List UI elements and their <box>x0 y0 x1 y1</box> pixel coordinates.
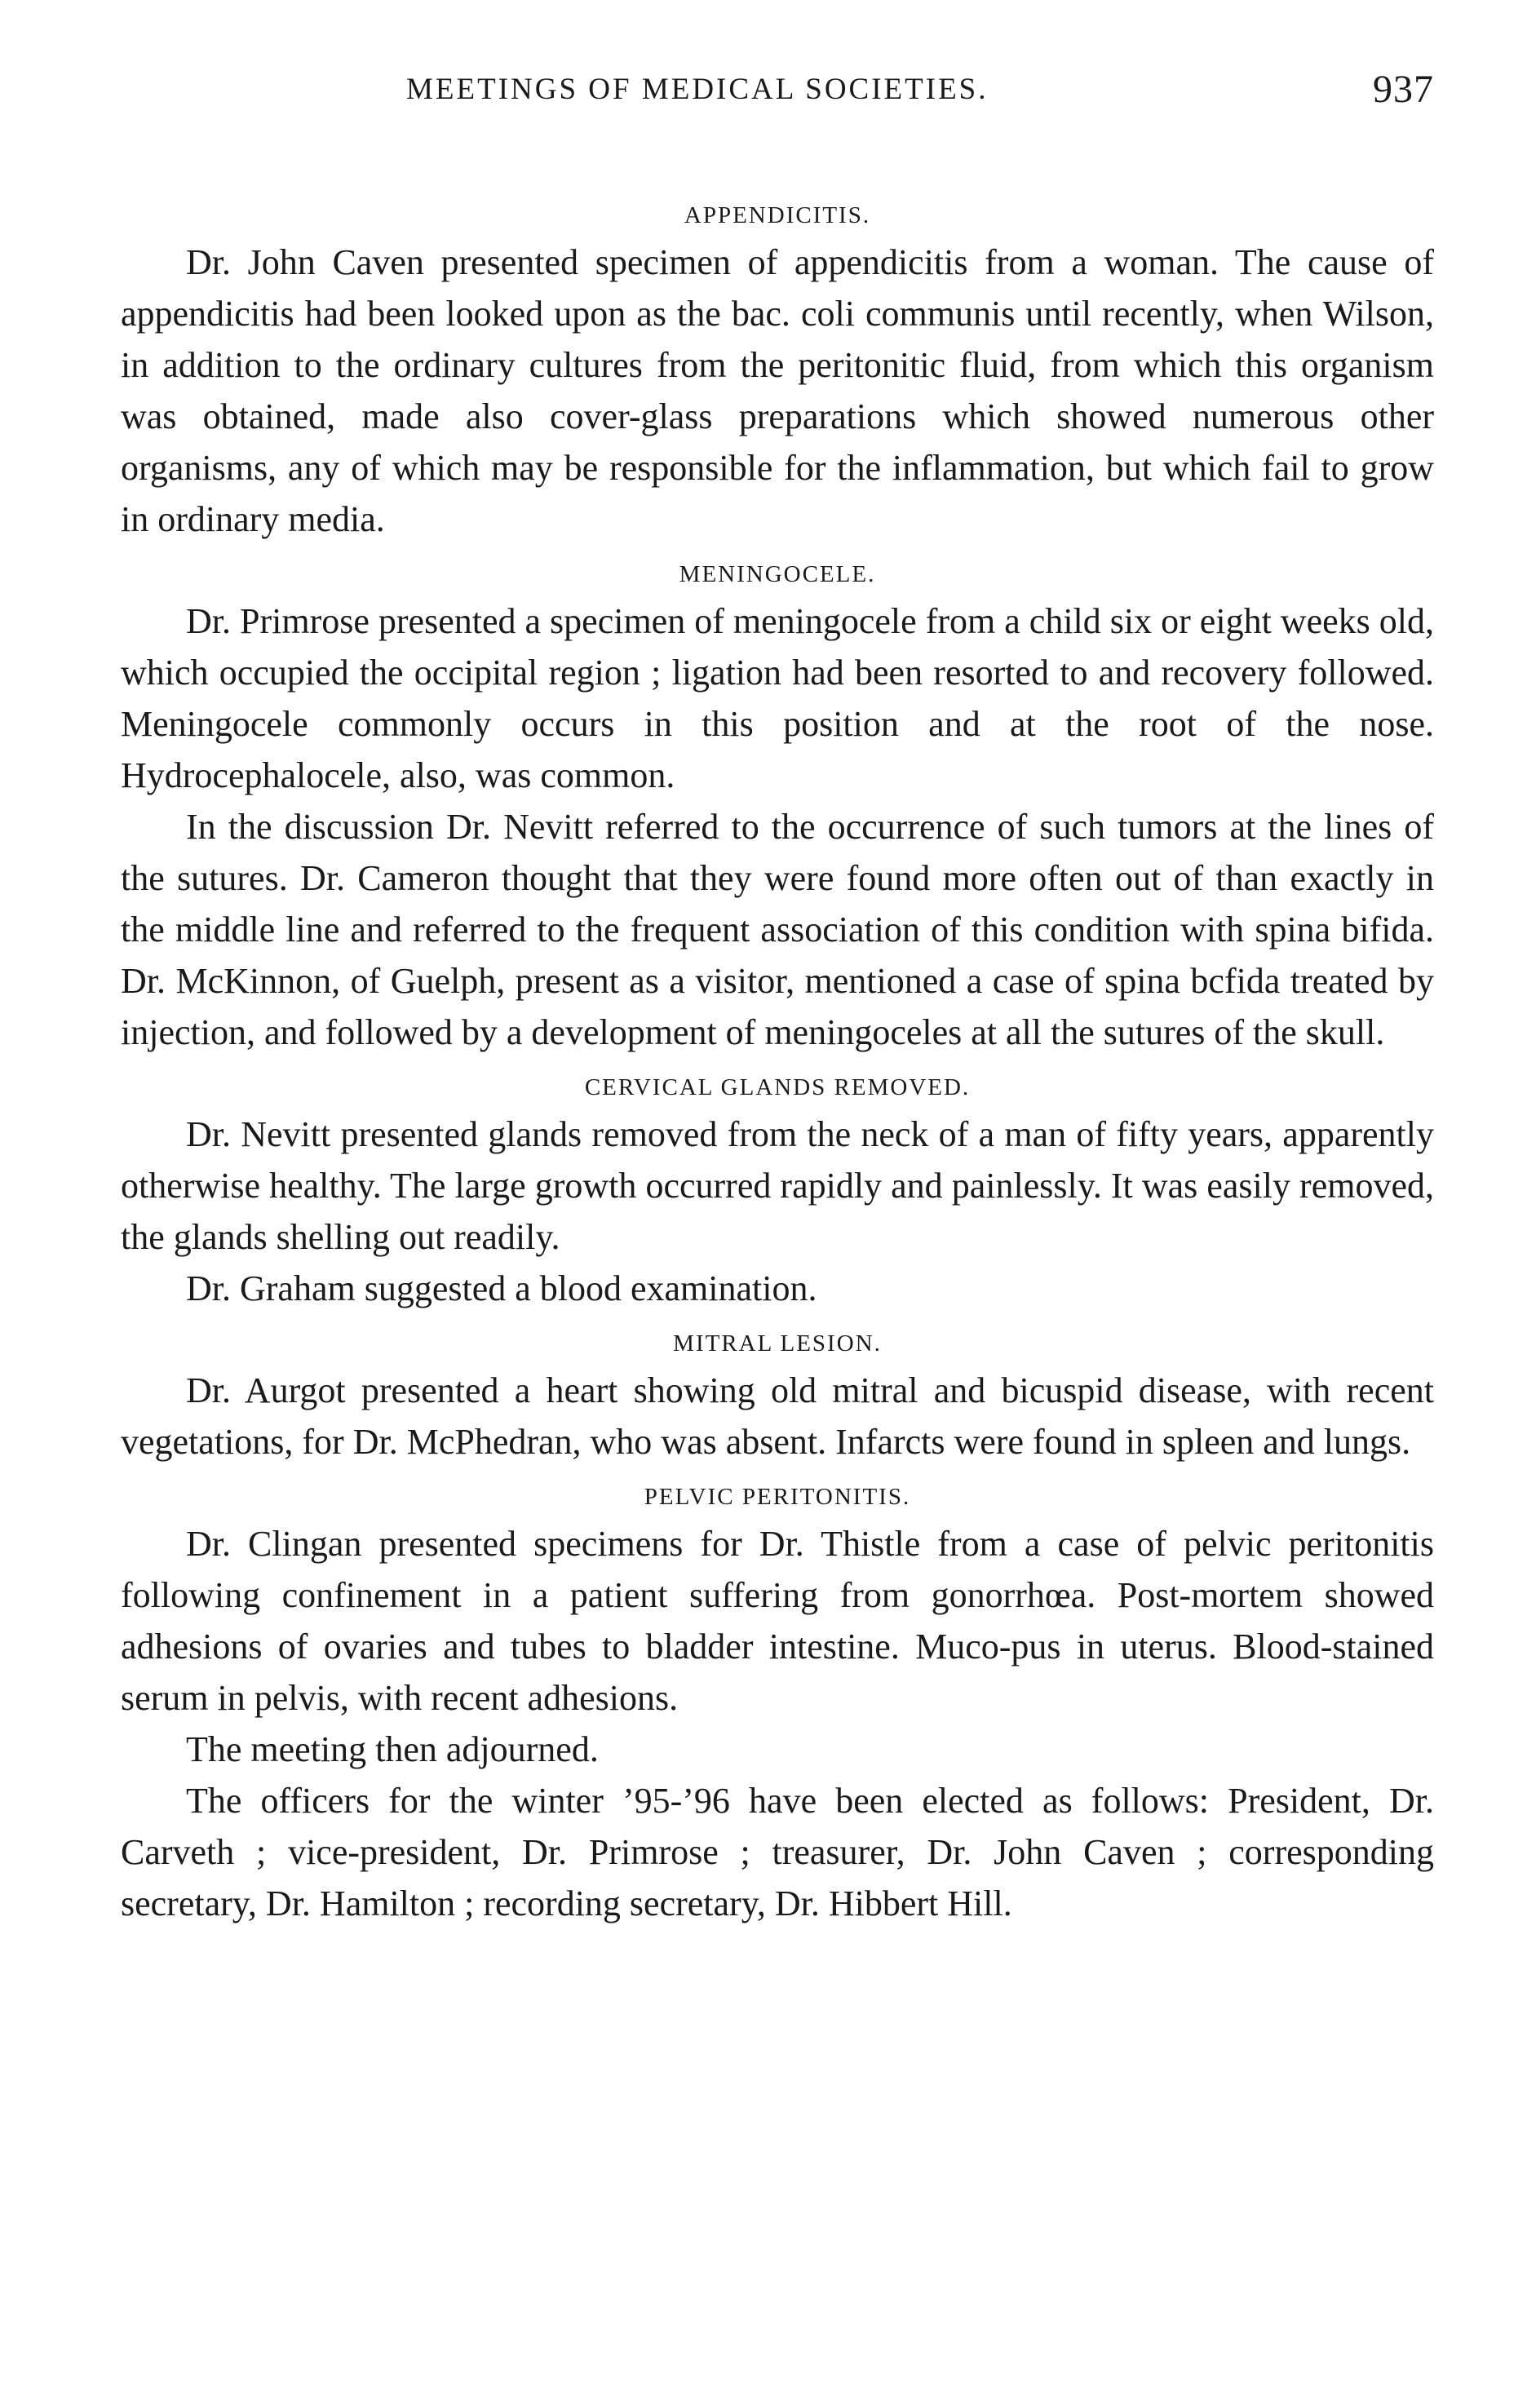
paragraph: Dr. John Caven presented specimen of appendicitis from a woman. The cause of appendicitis had been looked upon as the bac. coli communis until recently, when Wilson, in addition to the ordinary cultures from the peritonitic fluid, from which this organism was obtained, made also cover-glass preparations which showed numerous other organisms, any of which may be responsible for the inflammation, but which fail to grow in ordinary media. <box>121 242 1434 539</box>
paragraph: Dr. Primrose presented a specimen of meningocele from a child six or eight weeks old, which occupied the occipital region ; ligation had been resorted to and recovery followed. Meningocele commonly occurs in this position and at the root of the nose. Hydrocephalocele, also, was common. <box>121 601 1434 795</box>
section-heading: CERVICAL GLANDS REMOVED. <box>584 1074 971 1100</box>
paragraph: Dr. Nevitt presented glands removed from the neck of a man of fifty years, apparently otherwise healthy. The large growth occurred rapidly and painlessly. It was easily removed, the glands shelling out readily. <box>121 1114 1434 1257</box>
running-title: MEETINGS OF MEDICAL SOCIETIES. <box>406 73 989 106</box>
section-appendicitis <box>121 194 1434 545</box>
paragraph: The officers for the winter ’95-’96 have been elected as follows: President, Dr. Carveth ; vice-president, Dr. Primrose ; treasurer, Dr. John Caven ; corresponding secretary, Dr. Hamilton ; recording secretary, Dr. Hibbert Hill. <box>121 1781 1434 1923</box>
section-heading: MENINGOCELE. <box>679 561 876 587</box>
paragraph: Dr. Clingan presented specimens for Dr. Thistle from a case of pelvic peritonitis following confinement in a patient suffering from gonorrhœa. Post-mortem showed adhesions of ovaries and tubes to bladder intestine. Muco-pus in uterus. Blood-stained serum in pelvis, with recent adhesions. <box>121 1524 1434 1718</box>
section-heading: PELVIC PERITONITIS. <box>644 1484 911 1510</box>
section-cervical-glands <box>121 1066 1434 1314</box>
section-heading: APPENDICITIS. <box>684 202 871 228</box>
paragraph: The meeting then adjourned. <box>186 1729 599 1769</box>
paragraph: Dr. Graham suggested a blood examination. <box>186 1268 817 1308</box>
paragraph: In the discussion Dr. Nevitt referred to the occurrence of such tumors at the lines of the sutures. Dr. Cameron thought that they were found more often out of than exactly in the middle line and referred to the frequent association of this condition with spina bifida. Dr. McKinnon, of Guelph, present as a visitor, mentioned a case of spina bcfida treated by injection, and followed by a development of meningoceles at all the sutures of the skull. <box>121 807 1434 1052</box>
running-header <box>121 68 1434 121</box>
section-heading: MITRAL LESION. <box>673 1330 882 1357</box>
section-pelvic-peritonitis <box>121 1476 1434 1929</box>
journal-page <box>121 68 1434 1929</box>
section-mitral-lesion <box>121 1322 1434 1467</box>
page-number: 937 <box>1373 68 1434 111</box>
section-meningocele <box>121 553 1434 1058</box>
paragraph: Dr. Aurgot presented a heart showing old mitral and bicuspid disease, with recent vegetations, for Dr. McPhedran, who was absent. Infarcts were found in spleen and lungs. <box>121 1370 1434 1462</box>
